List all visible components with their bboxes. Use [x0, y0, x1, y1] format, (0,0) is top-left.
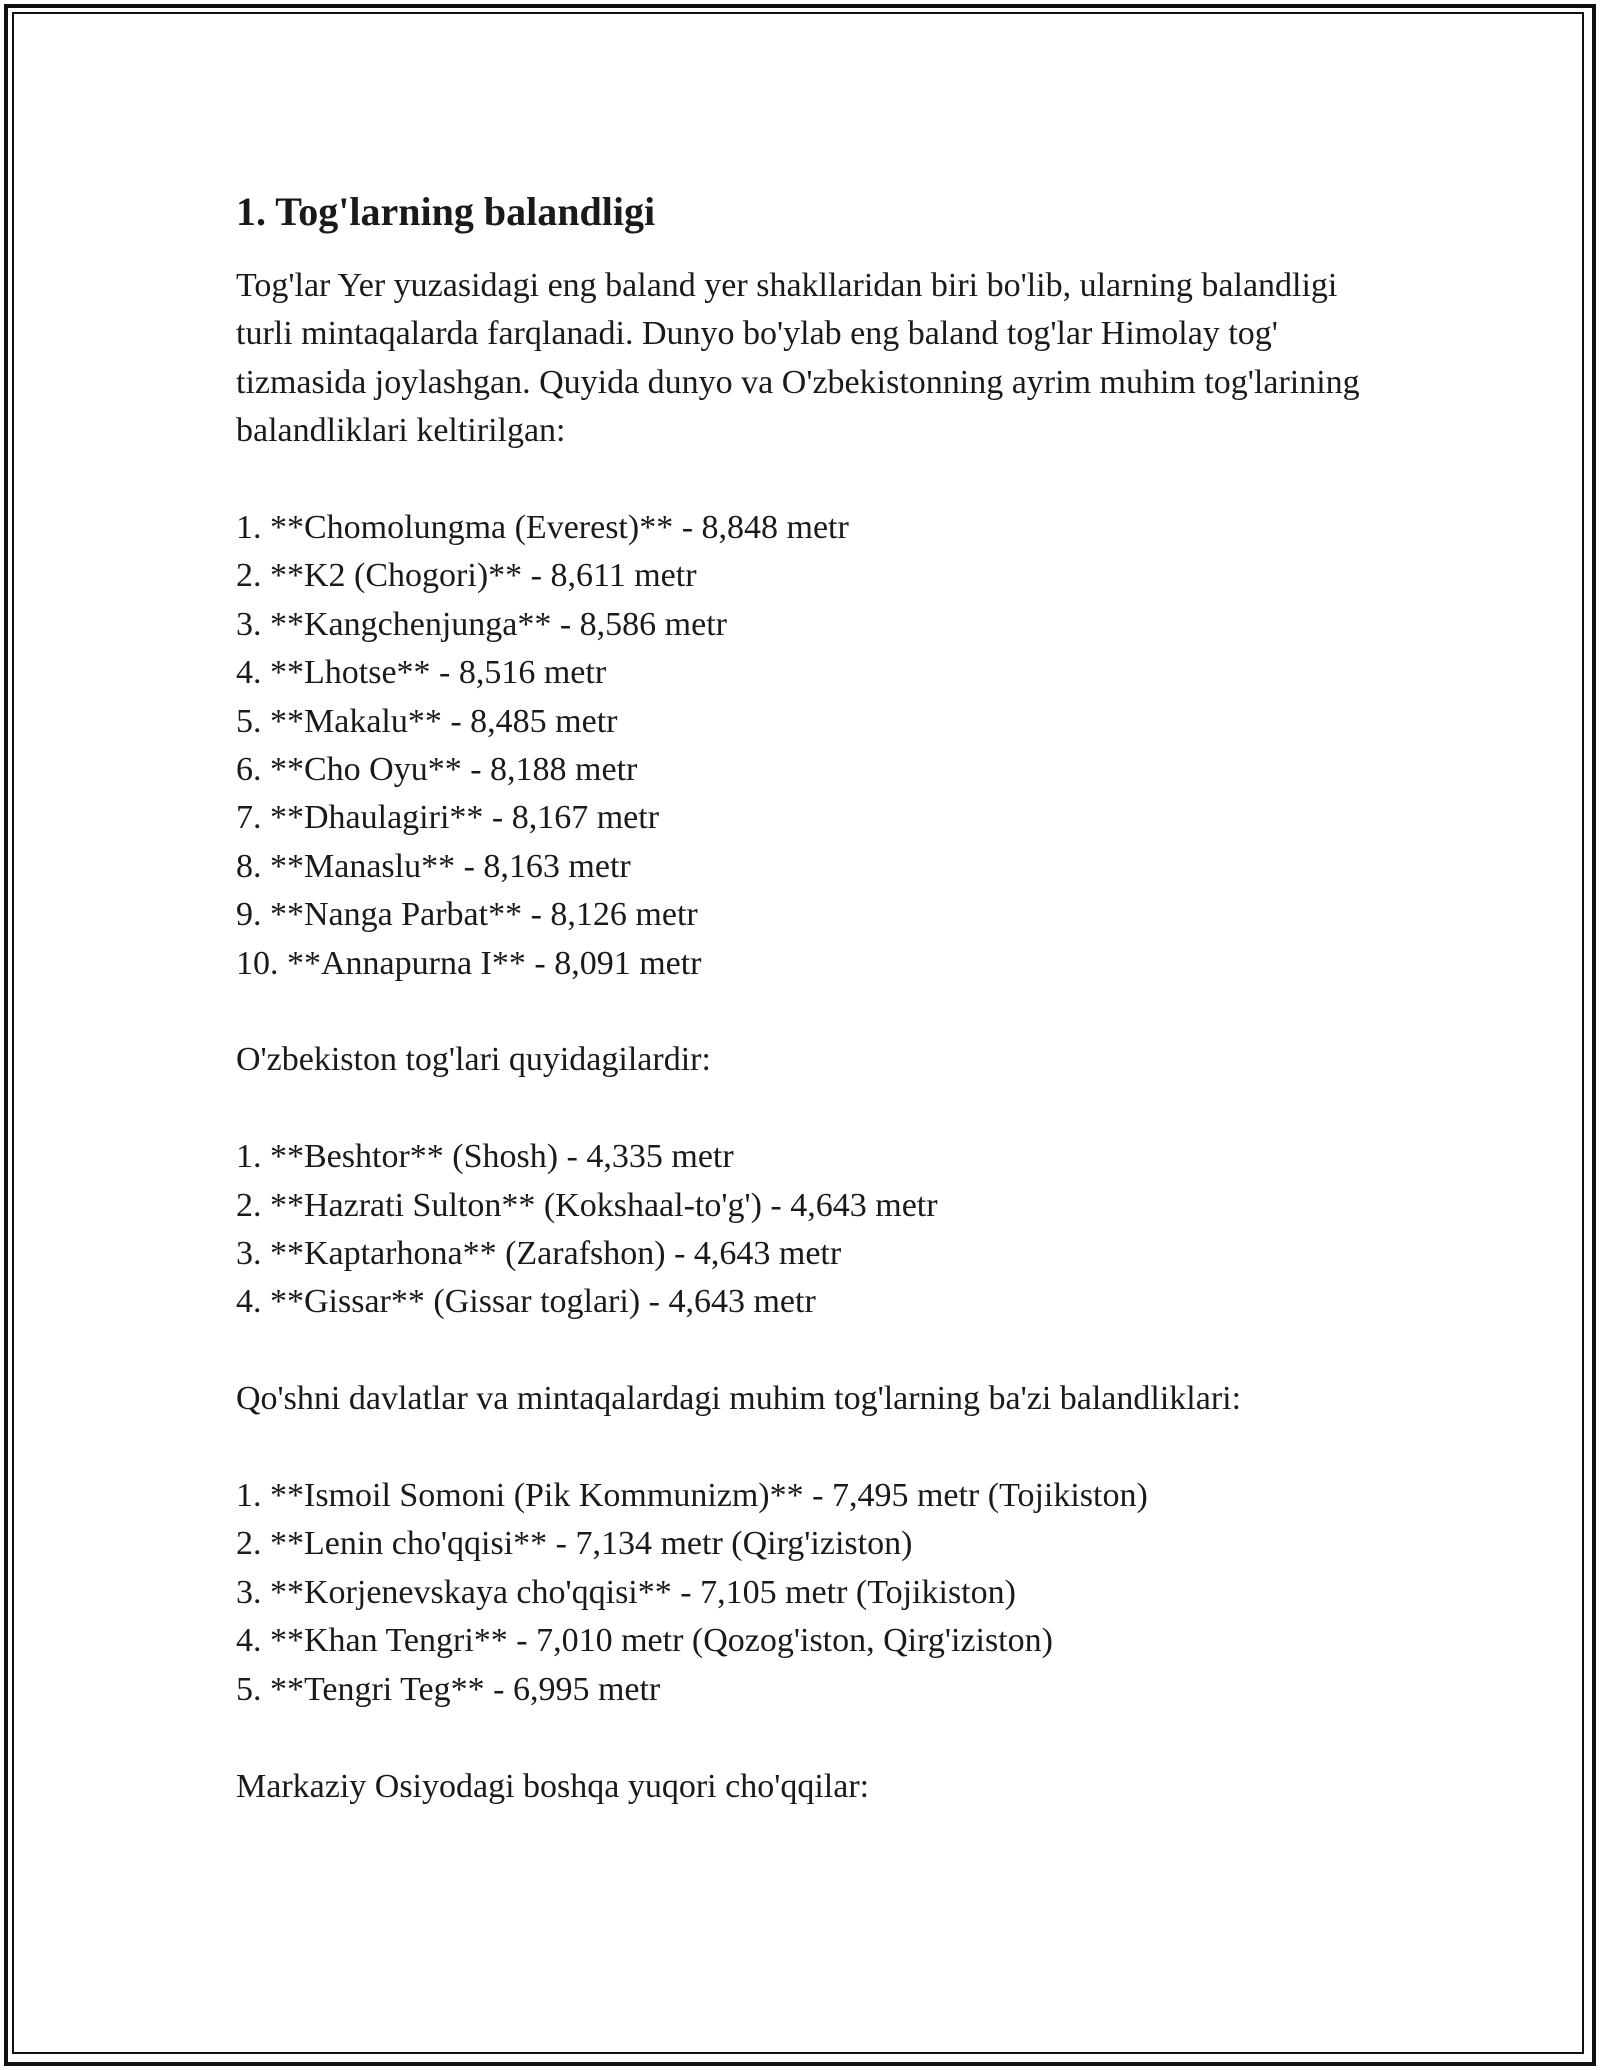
section-title: 1. Tog'larning balandligi: [236, 189, 656, 234]
list-item: 3. **Kaptarhona** (Zarafshon) - 4,643 metr: [236, 1235, 842, 1273]
spacer: [236, 456, 1376, 504]
world-peaks-list: [236, 504, 1376, 988]
list-item: 1. **Ismoil Somoni (Pik Kommunizm)** - 7,495 metr (Tojikiston): [236, 1477, 1148, 1515]
list-item: 7. **Dhaulagiri** - 8,167 metr: [236, 799, 660, 837]
neighbor-peaks-list: [236, 1472, 1376, 1714]
list-item: 1. **Beshtor** (Shosh) - 4,335 metr: [236, 1138, 734, 1176]
list-item: 4. **Lhotse** - 8,516 metr: [236, 654, 607, 692]
list-item: 3. **Kangchenjunga** - 8,586 metr: [236, 605, 727, 643]
list-item: 5. **Tengri Teg** - 6,995 metr: [236, 1670, 661, 1708]
document-body: [236, 180, 1376, 1811]
list-item: 3. **Korjenevskaya cho'qqisi** - 7,105 metr (Tojikiston): [236, 1573, 1016, 1611]
neighbors-heading: Qo'shni davlatlar va mintaqalardagi muhim tog'larning ba'zi balandliklari:: [236, 1380, 1242, 1418]
list-item: 10. **Annapurna I** - 8,091 metr: [236, 944, 702, 982]
spacer: [236, 988, 1376, 1036]
list-item: 9. **Nanga Parbat** - 8,126 metr: [236, 896, 698, 934]
list-item: 2. **Hazrati Sulton** (Kokshaal-to'g') - 4,643 metr: [236, 1186, 938, 1224]
list-item: 2. **K2 (Chogori)** - 8,611 metr: [236, 557, 697, 595]
list-item: 6. **Cho Oyu** - 8,188 metr: [236, 751, 638, 789]
list-item: 4. **Gissar** (Gissar toglari) - 4,643 metr: [236, 1283, 816, 1321]
list-item: 8. **Manaslu** - 8,163 metr: [236, 847, 631, 885]
list-item: 2. **Lenin cho'qqisi** - 7,134 metr (Qirg'iziston): [236, 1525, 913, 1563]
spacer: [236, 1085, 1376, 1133]
spacer: [236, 1327, 1376, 1375]
central-asia-heading: Markaziy Osiyodagi boshqa yuqori cho'qqilar:: [236, 1767, 870, 1805]
uzbekistan-heading: O'zbekiston tog'lari quyidagilardir:: [236, 1041, 711, 1079]
uzbekistan-peaks-list: [236, 1133, 1376, 1327]
intro-paragraph: Tog'lar Yer yuzasidagi eng baland yer shakllaridan biri bo'lib, ularning balandligi turli mintaqalarda farqlanadi. Dunyo bo'ylab eng baland tog'lar Himolay tog' tizmasida joylashgan. Quyida dunyo va O'zbekistonning ayrim muhim tog'larining balandliklari keltirilgan:: [236, 267, 1360, 450]
list-item: 5. **Makalu** - 8,485 metr: [236, 702, 618, 740]
spacer: [236, 1424, 1376, 1472]
spacer: [236, 1714, 1376, 1762]
list-item: 4. **Khan Tengri** - 7,010 metr (Qozog'iston, Qirg'iziston): [236, 1622, 1053, 1660]
list-item: 1. **Chomolungma (Everest)** - 8,848 metr: [236, 509, 849, 547]
